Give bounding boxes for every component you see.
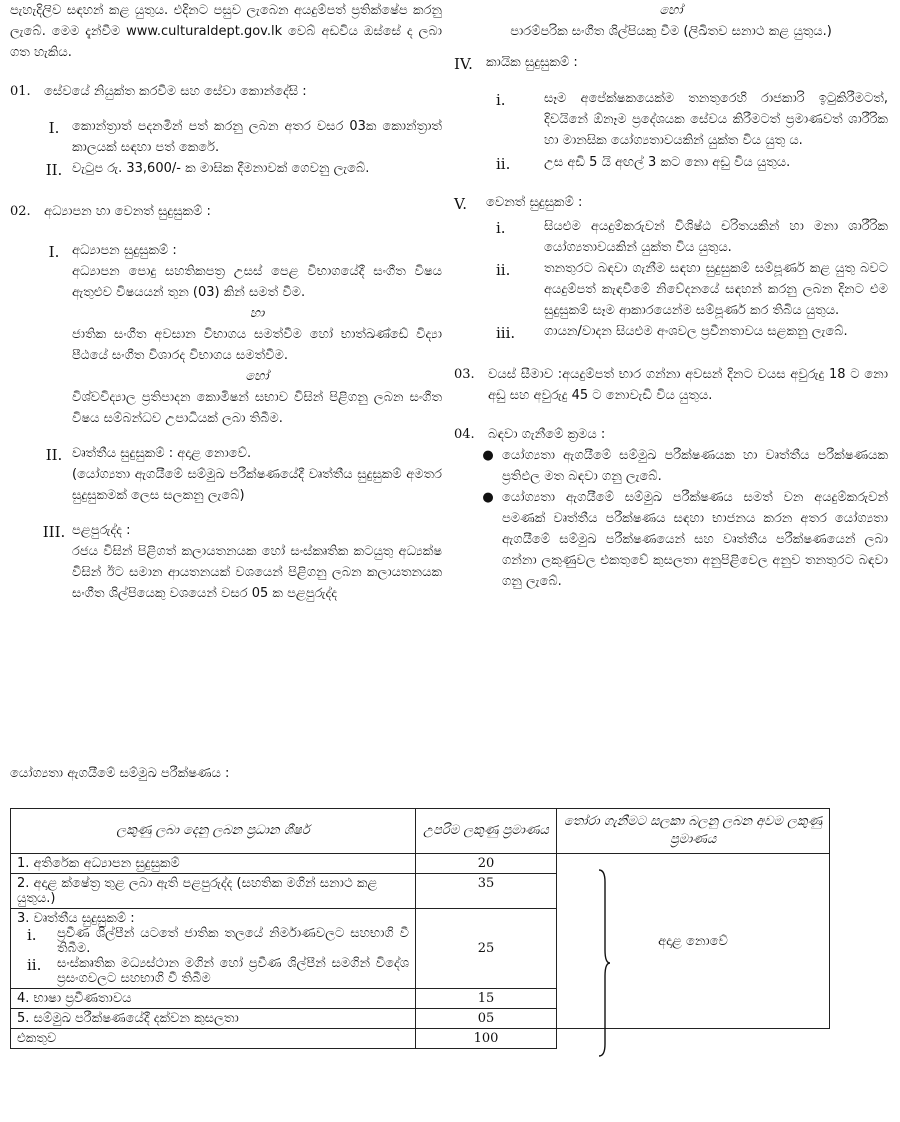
- table-row: 3. වෘත්තීය සුදුසුකම් : i. ප්‍රවීණ ශිල්පීන් යටතේ ජාතික තලයේ නිර්මාණවලට සහභාගි වී තිබීම. ii. සංස්කෘතික මධ්‍යස්ථාන මගින් හෝ ප්‍රවීණ ශිල්පීන් සමගින් විදේශ ප්‍රසංගවලට සහභාගි වී තිබීම 25: [11, 909, 830, 989]
- section-title: සේවයේ නියුක්ත කරවීම සහ සේවා කොන්දේසි :: [44, 84, 307, 100]
- paragraph: පාරම්පරික සංගීත ශිල්පියකු වීම (ලිඛිතව සනාථ කළ යුතුය.): [510, 24, 832, 40]
- intro-paragraph: පැහැදිලිව සඳහන් කළ යුතුය. එදිනට පසුව ලැබෙන අයදුම්පත් ප්‍රතික්ෂේප කරනු ලැබේ. මෙම දැන්වීම www.culturaldept.gov.lk වෙබ් අඩවිය ඔස්සේ ද ලබා ගත හැකිය.: [10, 3, 442, 61]
- conjunction: හෝ: [245, 368, 269, 384]
- section-number: 03.: [454, 366, 475, 382]
- subsection-title: වෘත්තීය සුදුසුකම් : අදාළ නොවේ.: [72, 446, 252, 462]
- subsection-professional: II. වෘත්තීය සුදුසුකම් : අදාළ නොවේ. (යෝග්‍යතා ඇගයීමේ සම්මුඛ පරීක්ෂණයේදී වෘත්තීය සුදුසුකම් අමතර සුදුසුකමක් ලෙස සලකනු ලැබේ): [10, 443, 442, 506]
- section-number: 01.: [10, 84, 31, 100]
- column-header: උපරිම ලකුණු ප්‍රමාණය: [416, 809, 557, 854]
- subsection-title: කායික සුදුසුකම් :: [486, 55, 578, 71]
- brace-icon: [597, 868, 611, 1058]
- subsection-other: V. වෙනත් සුදුසුකම් : i. සියළුම අයදුම්කරුවන් විශිෂ්ඨ චරිතයකින් හා මනා ශාරීරික යෝග්‍යතාවයකින් යුක්ත විය යුතුය. ii. තනතුරට බඳවා ගැනීම සඳහා සුදුසුකම් සම්පූර්ණ කළ යුතු බවට අයදුම්පත් කැඳවීමේ නිවේදනයේ සඳහන් කරනු ලබන දිනට එම සුදුසුකම් සෑම ආකාරයෙන්ම සම්පූර්ණ කර තිබිය යුතුය. iii. ගායන/වාදන සියළුම අංශවල ප්‍රවීනතාවය සළකනු ලැබේ.: [454, 192, 888, 346]
- table-row: 5. සම්මුඛ පරීක්ෂණයේදී දක්වන කුසලතා 05: [11, 1009, 830, 1029]
- table-caption: යෝග්‍යතා ඇගයීමේ සම්මුඛ පරීක්ෂණය :: [10, 766, 230, 781]
- paragraph: වයස් සීමාව :අයදුම්පත් භාර ගන්නා අවසන් දිනට වයස අවුරුදු 18 ට නො අඩු සහ අවුරුදු 45 ට නොවැඩි විය යුතුය.: [488, 366, 888, 403]
- list-item: ii. උස අඩි 5 යි අඟල් 3 කට නො අඩු විය යුතුය.: [496, 154, 791, 173]
- table-total-row: [11, 1029, 830, 1049]
- table-row: 4. භාෂා ප්‍රවීණතාවය 15: [11, 989, 830, 1009]
- bullet-item: ● යෝග්‍යතා ඇගයීමේ සම්මුඛ පරීක්ෂණයක හා වෘත්තීය පරීක්ෂණයක ප්‍රතිඵල මත බඳවා ගනු ලැබේ.: [474, 445, 888, 487]
- right-column: [454, 0, 888, 592]
- conjunction: හා: [249, 305, 265, 321]
- total-label: එකතුව: [11, 1029, 416, 1049]
- min-marks-cell: [557, 854, 830, 1029]
- list-item: i. සියළුම අයදුම්කරුවන් විශිෂ්ඨ චරිතයකින් හා මනා ශාරීරික යෝග්‍යතාවයකින් යුක්ත විය යුතුය.: [496, 219, 888, 256]
- total-value: 100: [416, 1029, 557, 1049]
- left-column: [10, 0, 442, 604]
- table-row: 2. අදාළ ක්ෂේත්‍ර තුළ ලබා ඇති පළපුරුද්ද (සහතික මගින් සනාථ කළ යුතුය.) 35: [11, 874, 830, 909]
- paragraph: අධ්‍යාපන පොදු සහතිකපත්‍ර උසස් පෙළ විභාගයේදී සංගීත විෂය ඇතුළුව විෂයයන් තුන (03) කින් සමත් වීම.: [72, 263, 442, 300]
- section-04: [454, 424, 888, 592]
- subsection-title: පළපුරුද්ද :: [72, 523, 131, 539]
- paragraph: (යෝග්‍යතා ඇගයීමේ සම්මුඛ පරීක්ෂණයේදී වෘත්තීය සුදුසුකම් අමතර සුදුසුකමක් ලෙස සලකනු ලැබේ): [72, 467, 442, 504]
- bullet-icon: ●: [482, 489, 494, 505]
- section-02: [10, 201, 442, 605]
- section-number: 04.: [454, 426, 475, 442]
- list-item: II. වැටුප රු. 33,600/- ක මාසික දීමනාවක් ගෙවනු ලැබේ.: [45, 161, 370, 180]
- list-item: ii. තනතුරට බඳවා ගැනීම සඳහා සුදුසුකම් සම්පූර්ණ කළ යුතු බවට අයදුම්පත් කැඳවීමේ නිවේදනයේ සඳහන් කරනු ලබන දිනට එම සුදුසුකම් සෑම ආකාරයෙන්ම සම්පූර්ණ කර තිබිය යුතුය.: [496, 261, 888, 319]
- section-03: [454, 364, 888, 406]
- marks-table: [10, 808, 830, 1049]
- section-01: [10, 81, 442, 182]
- paragraph: රජය විසින් පිළිගත් කලායතනයක හෝ සංස්කෘතික කටයුතු අධ්‍යක්ෂ විසින් ඊට සමාන ආයතනයක් වශයෙන් පිළිගනු ලබන කලායතනයක සංගීත ශිල්පියෙකු වශයෙන් වසර 05 ක පළපුරුද්ද: [72, 544, 442, 602]
- column-header: ලකුණු ලබා දෙනු ලබන ප්‍රධාන ශීර්ෂ: [11, 809, 416, 854]
- list-item: I. කොන්ත්‍රාත් පදනමින් පත් කරනු ලබන අතර වසර 03ක කොන්ත්‍රාත් කාලයක් සඳහා පත් කෙරේ.: [48, 119, 442, 156]
- subsection-title: වෙනත් සුදුසුකම් :: [486, 194, 583, 210]
- section-title: බඳවා ගැනීමේ ක්‍රමය :: [488, 426, 606, 442]
- subsection-physical: IV. කායික සුදුසුකම් : i. සෑම අපේක්ෂකයෙක්ම තනතුරෙහි රාජකාරි ඉටුකිරීමටත්, දිවයිනේ ඕනෑම ප්‍රදේශයක සේවය කිරීමටත් ප්‍රමාණවත් ශාරීරික හා මානසික යෝග්‍යතාවයකින් යුක්ත විය යුතු ය. ii. උස අඩි 5 යි අඟල් 3 කට නො අඩු විය යුතුය.: [454, 52, 888, 176]
- subsection-title: අධ්‍යාපන සුදුසුකම් :: [72, 242, 177, 258]
- conjunction: හෝ: [659, 3, 683, 18]
- paragraph: විශ්වවිද්‍යාල ප්‍රතිපාදන කොමිෂන් සභාව විසින් පිළිගනු ලබන සංගීත විෂය සම්බන්ධව උපාධියක් ලබා තිබීම.: [72, 389, 442, 426]
- subsection-education: I. අධ්‍යාපන සුදුසුකම් : අධ්‍යාපන පොදු සහතිකපත්‍ර උසස් පෙළ විභාගයේදී සංගීත විෂය ඇතුළුව විෂයයන් තුන (03) කින් සමත් වීම. හා ජාතික සංගීත අවසාන විභාගය සමත්වීම හෝ භාත්ඛණ්ඩේ විද්‍යා පීඨයේ සංගීත විශාරද විභාගය සමත්වීම. හෝ විශ්වවිද්‍යාල ප්‍රතිපාදන කොමිෂන් සභාව විසින් පිළිගනු ලබන සංගීත විෂය සම්බන්ධව උපාධියක් ලබා තිබීම.: [10, 240, 442, 429]
- table-row: 1. අතිරේක අධ්‍යාපන සුදුසුකම් 20 අදාළ නොවේ: [11, 854, 830, 874]
- subsection-experience: III. පළපුරුද්ද : රජය විසින් පිළිගත් කලායතනයක හෝ සංස්කෘතික කටයුතු අධ්‍යක්ෂ විසින් ඊට සමාන ආයතනයක් වශයෙන් පිළිගනු ලබන කලායතනයක සංගීත ශිල්පියෙකු වශයෙන් වසර 05 ක පළපුරුද්ද: [10, 520, 442, 604]
- paragraph: ජාතික සංගීත අවසාන විභාගය සමත්වීම හෝ භාත්ඛණ්ඩේ විද්‍යා පීඨයේ සංගීත විශාරද විභාගය සමත්වීම.: [72, 326, 442, 363]
- table-header-row: [11, 809, 830, 854]
- bullet-item: ● යෝග්‍යතා ඇගයීමේ සම්මුඛ පරීක්ෂණය සමත් වන අයදුම්කරුවන් පමණක් වෘත්තීය පරීක්ෂණය සඳහා භාජනය කරන අතර යෝග්‍යතා ඇගයීමේ සම්මුඛ පරීක්ෂණයෙන් සහ වෘත්තීය පරීක්ෂණයෙන් ලබා ගන්නා ලකුණුවල එකතුවේ කුසලතා අනුපිළිවෙල අනුව තනතුරට බඳවා ගනු ලැබේ.: [474, 487, 888, 592]
- min-marks-value: අදාළ නොවේ: [658, 933, 728, 949]
- section-number: 02.: [10, 203, 31, 219]
- bullet-icon: ●: [482, 447, 494, 463]
- list-item: iii. ගායන/වාදන සියළුම අංශවල ප්‍රවීනතාවය සළකනු ලැබේ.: [496, 324, 848, 343]
- section-title: අධ්‍යාපන හා වෙනත් සුදුසුකම් :: [44, 203, 211, 219]
- column-header: තෝරා ගැනීමට සලකා බලනු ලබන අවම ලකුණු ප්‍රමාණය: [557, 809, 830, 854]
- list-item: i. සෑම අපේක්ෂකයෙක්ම තනතුරෙහි රාජකාරි ඉටුකිරීමටත්, දිවයිනේ ඕනෑම ප්‍රදේශයක සේවය කිරීමටත් ප්‍රමාණවත් ශාරීරික හා මානසික යෝග්‍යතාවයකින් යුක්ත විය යුතු ය.: [496, 91, 888, 149]
